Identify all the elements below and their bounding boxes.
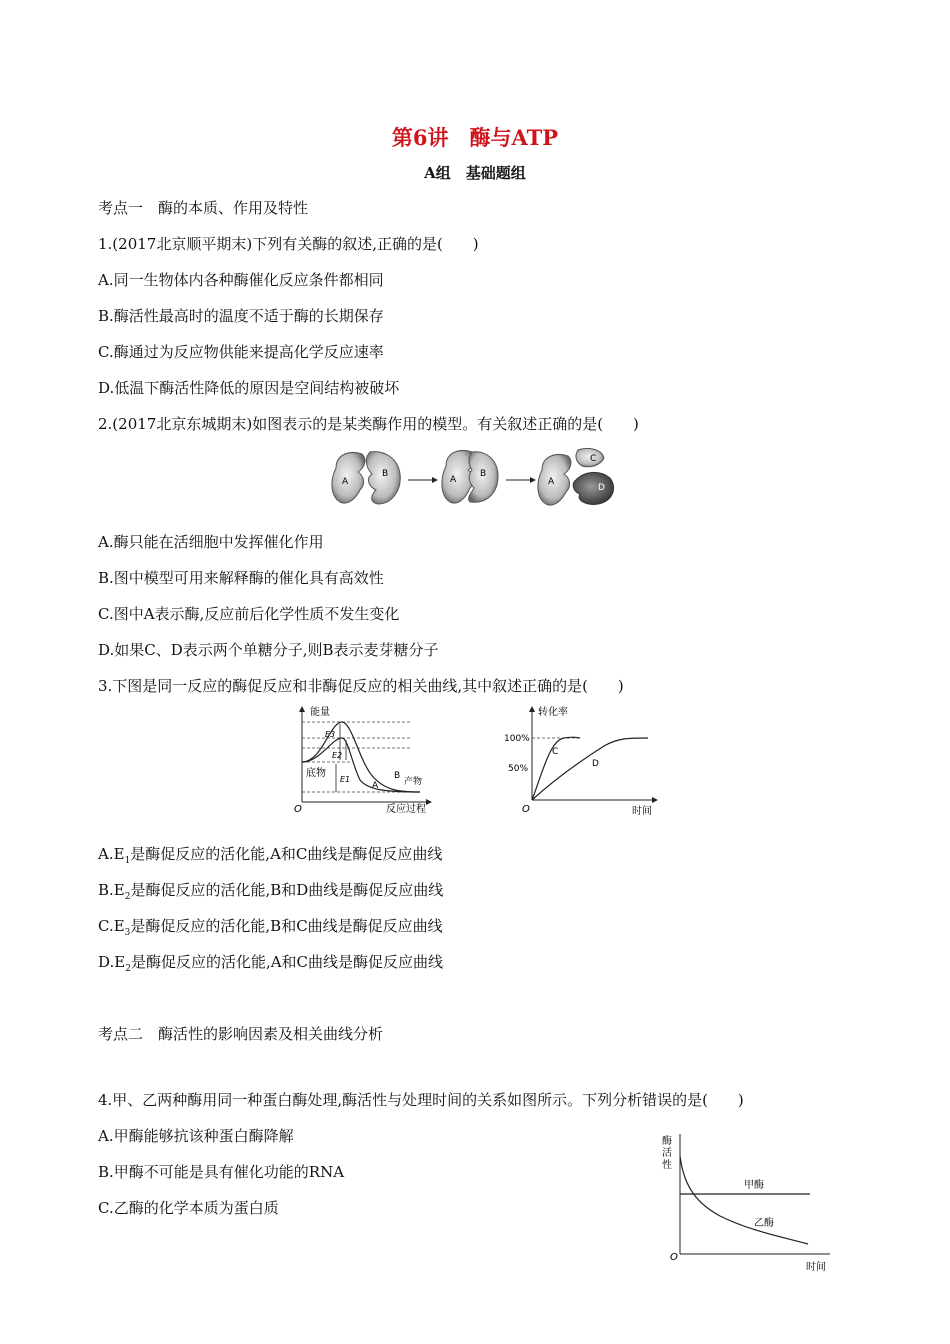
label-curve-c: C: [552, 747, 559, 757]
energy-y-label: 能量: [310, 707, 330, 718]
label-curve-d: D: [592, 759, 599, 769]
activity-y-label-3: 性: [662, 1160, 672, 1171]
page-title: 第6讲 酶与ATP: [391, 125, 559, 150]
q1-stem: 1.(2017北京顺平期末)下列有关酶的叙述,正确的是( ): [98, 235, 479, 253]
curve-a-enzymatic: [302, 738, 423, 792]
activity-origin: O: [670, 1252, 678, 1263]
section-heading-1: 考点一 酶的本质、作用及特性: [98, 199, 309, 217]
q1-option-a: A.同一生物体内各种酶催化反应条件都相同: [98, 271, 384, 289]
q3-option-b: $B.E_2$是酶促反应的活化能,B和D曲线是酶促反应曲线: [98, 881, 444, 902]
conversion-chart: [496, 704, 661, 818]
arrow-icon: [432, 477, 438, 483]
label-c: C: [590, 454, 597, 464]
tick-50: 50%: [508, 764, 529, 774]
label-b-1: B: [382, 469, 389, 479]
q4-option-a: A.甲酶能够抗该种蛋白酶降解: [98, 1127, 294, 1145]
enzyme-a-shape-3: [538, 455, 571, 506]
energy-x-label: 反应过程: [386, 804, 426, 815]
label-e1: E1: [340, 775, 351, 784]
enzyme-model-figure: [328, 446, 620, 516]
series-yi-line: [680, 1156, 808, 1244]
activity-x-label: 时间: [806, 1262, 826, 1273]
q4-option-c: C.乙酶的化学本质为蛋白质: [98, 1199, 279, 1217]
label-curve-b: B: [394, 771, 401, 781]
q2-option-a: A.酶只能在活细胞中发挥催化作用: [98, 533, 324, 551]
tick-100: 100%: [504, 734, 530, 744]
conversion-origin: O: [522, 804, 530, 815]
energy-chart: [290, 704, 440, 816]
label-substrate: 底物: [306, 768, 326, 779]
enzyme-a-shape-1: [332, 453, 365, 504]
q3-option-a: $A.E_1$是酶促反应的活化能,A和C曲线是酶促反应曲线: [98, 845, 443, 866]
series-jia-label: 甲酶: [744, 1180, 764, 1191]
q1-option-b: B.酶活性最高时的温度不适于酶的长期保存: [98, 307, 384, 325]
q1-option-c: C.酶通过为反应物供能来提高化学反应速率: [98, 343, 384, 361]
q3-option-c: $C.E_3$是酶促反应的活化能,B和C曲线是酶促反应曲线: [98, 917, 443, 938]
q4-option-b: B.甲酶不可能是具有催化功能的RNA: [98, 1163, 345, 1181]
label-e3: E3: [325, 730, 336, 739]
arrow-icon: [530, 477, 536, 483]
series-yi-label: 乙酶: [754, 1218, 774, 1229]
label-b-2: B: [480, 469, 487, 479]
product-d-shape: [573, 472, 613, 504]
label-a-1: A: [342, 477, 349, 487]
conversion-y-label: 转化率: [538, 707, 568, 718]
curve-d: [532, 738, 648, 800]
q1-option-d: D.低温下酶活性降低的原因是空间结构被破坏: [98, 379, 400, 397]
label-d: D: [598, 483, 605, 493]
label-e2: E2: [332, 751, 343, 760]
q4-stem: 4.甲、乙两种酶用同一种蛋白酶处理,酶活性与处理时间的关系如图所示。下列分析错误的是( ): [98, 1091, 744, 1109]
section-heading-2: 考点二 酶活性的影响因素及相关曲线分析: [98, 1025, 384, 1043]
energy-origin: O: [294, 804, 302, 815]
label-curve-a: A: [372, 781, 379, 791]
q2-option-b: B.图中模型可用来解释酶的催化具有高效性: [98, 569, 384, 587]
group-label: A组 基础题组: [424, 164, 526, 182]
label-a-3: A: [548, 477, 555, 487]
activity-y-label-1: 酶: [662, 1136, 672, 1147]
label-product: 产物: [404, 777, 423, 787]
q3-stem: 3.下图是同一反应的酶促反应和非酶促反应的相关曲线,其中叙述正确的是( ): [98, 677, 624, 695]
q2-option-d: D.如果C、D表示两个单糖分子,则B表示麦芽糖分子: [98, 641, 439, 659]
activity-y-label-2: 活: [662, 1148, 672, 1159]
label-a-2: A: [450, 475, 457, 485]
enzyme-activity-chart: [658, 1128, 838, 1276]
q2-stem: 2.(2017北京东城期末)如图表示的是某类酶作用的模型。有关叙述正确的是( ): [98, 415, 639, 433]
q2-option-c: C.图中A表示酶,反应前后化学性质不发生变化: [98, 605, 400, 623]
conversion-x-label: 时间: [632, 806, 652, 817]
q3-option-d: $D.E_2$是酶促反应的活化能,A和C曲线是酶促反应曲线: [98, 953, 444, 974]
